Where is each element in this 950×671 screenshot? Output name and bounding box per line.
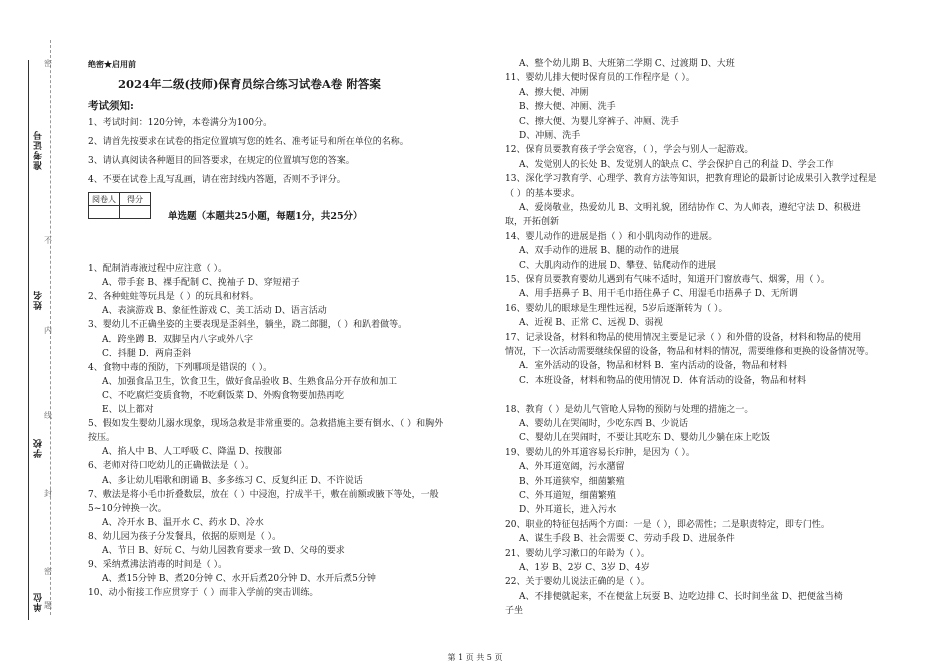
question-stem: 22、关于婴幼儿说法正确的是（ ）。 [505,577,650,588]
notice-item: 2、请首先按要求在试卷的指定位置填写您的姓名、准考证号和所在单位的名称。 [88,137,409,147]
question-option: A、双手动作的进展 B、腿的动作的进展 [519,246,679,257]
seal-mark: 线 [44,411,52,420]
binding-label-school: 学校 [34,438,44,458]
question-stem: 11、婴幼儿排大便时保育员的工作程序是（ ）。 [505,73,695,84]
section-heading: 单选题（本题共25小题，每题1分，共25分） [168,211,363,222]
question-option: A、节日 B、好玩 C、与幼儿园教育要求一致 D、父母的要求 [102,546,345,556]
seal-mark: 内 [44,326,52,335]
question-stem: 7、敷法是将小毛巾折叠数层，放在（ ）中浸泡，拧成半干，敷在前额或腋下等处，一般 [88,489,439,500]
question-option: A、用手捂鼻子 B、用干毛巾捂住鼻子 C、用湿毛巾捂鼻子 D、无所谓 [519,289,798,300]
question-option: 子坐 [505,606,524,617]
notice-item: 3、请认真阅读各种题目的回答要求，在规定的位置填写您的答案。 [88,156,355,166]
question-option: A．室外活动的设备，物品和材料 B．室内活动的设备，物品和材料 [519,361,787,372]
question-stem: 6、老师对待口吃幼儿的正确做法是（ ）。 [88,461,255,472]
question-stem: 12、保育员要教育孩子学会宽容，（ ），学会与别人一起游戏。 [505,145,754,156]
question-option: A、加强食品卫生，饮食卫生，做好食品验收 B、生熟食品分开存放和加工 [102,376,397,387]
question-option: A、发觉别人的长处 B、发觉别人的缺点 C、学会保护自己的利益 D、学会工作 [519,159,834,170]
question-option: C．本班设备，材料和物品的使用情况 D．体育活动的设备，物品和材料 [519,375,806,386]
binding-label-exam-id: 准考证号 [34,130,44,170]
question-stem: 2、各种蛀蛀等玩具是（ ）的玩具和材料。 [88,292,259,303]
question-option: A、擦大便、冲厕 [519,87,589,98]
question-stem: 5~10分钟换一次。 [88,503,167,514]
question-stem: 15、保育员要教育婴幼儿遇到有气味不适时，知道开门窗放毒气、烟雾，用（ ）。 [505,275,830,285]
page-title: 2024年二级(技师)保育员综合练习试卷A卷 附答案 [118,77,381,91]
grade-cell[interactable] [120,206,151,219]
question-option: C、不吃腐烂变质食物，不吃剩饭菜 D、外购食物要加热再吃 [102,390,344,401]
question-option: E、以上都对 [102,405,154,415]
question-option: A、煮15分钟 B、煮20分钟 C、水开后煮20分钟 D、水开后煮5分钟 [102,574,376,585]
question-option: 按压。 [88,433,116,444]
question-option: A、多让幼儿唱歌和朗诵 B、多多练习 C、反复纠正 D、不许说话 [102,475,363,486]
question-stem: 14、婴儿动作的进展是指（ ）和小肌肉动作的进展。 [505,231,718,242]
question-option: A、整个幼儿期 B、大班第二学期 C、过渡期 D、大班 [519,59,735,69]
grade-table [88,192,151,219]
binding-label-name: 姓名 [34,290,44,310]
question-stem: 3、婴幼儿不正确坐姿的主要表现是歪斜坐，躺坐，跷二郎腿，（ ）和趴着做等。 [88,320,408,331]
question-option: C、婴幼儿在哭闹时，不要让其吃东 D、婴幼儿少躺在床上吃饭 [519,433,770,444]
question-option: A．跨坐蹲 B．双脚呈内八字或外八字 [102,334,253,345]
binding-label-unit: 单位 [34,592,44,612]
grade-table-reviewer: 阅卷人 [89,193,120,206]
question-option: C、大肌肉动作的进展 D、攀登、钻爬动作的进展 [519,260,716,271]
grade-table-score: 得分 [120,193,151,206]
seal-mark: 题 [44,601,52,610]
question-stem: 20、职业的特征包括两个方面：一是（ ），即必需性；二是职责特定，即专门性。 [505,519,830,530]
question-option: A、带手套 B、裸手配制 C、挽袖子 D、穿短裙子 [102,278,300,289]
question-stem: 1、配制消毒液过程中应注意（ ）。 [88,264,228,274]
question-option: C．抖腿 D．两肩歪斜 [102,348,191,359]
question-option: A、不排便就起来，不在便盆上玩耍 B、边吃边排 C、长时间坐盆 D、把便盆当椅 [519,591,843,602]
page-footer: 第 1 页 共 5 页 [447,653,503,662]
question-option: 取，开拓创新 [505,217,560,228]
question-option: A、谋生手段 B、社会需要 C、劳动手段 D、进展条件 [519,534,735,545]
question-option: C、擦大便、为婴儿穿裤子、冲厕、洗手 [519,116,679,127]
question-option: A、掐人中 B、人工呼吸 C、降温 D、按腹部 [102,447,282,458]
question-option: D、外耳道长，进入污水 [519,505,617,516]
seal-mark: 密 [44,567,52,576]
question-stem: 8、幼儿园为孩子分发餐具，依据的原则是（ ）。 [88,531,282,542]
notice-heading: 考试须知: [88,100,134,112]
seal-mark: 密 [44,59,52,68]
question-stem: 9、采纳煮沸法消毒的时间是（ ）。 [88,560,228,571]
question-option: A、婴幼儿在哭闹时，少吃东西 B、少说话 [519,419,688,429]
seal-mark: 封 [44,489,52,498]
grade-cell[interactable] [89,206,120,219]
question-option: A、表演游戏 B、象征性游戏 C、美工活动 D、语言活动 [102,306,327,317]
question-option: D、冲厕、洗手 [519,131,581,141]
question-stem: 5、假如发生婴幼儿溺水现象，现场急救是非常重要的。急救措施主要有倒水、（ ）和胸外 [88,419,444,430]
question-option: C、外耳道短，细菌繁殖 [519,491,616,501]
question-stem: 17、记录设备，材料和物品的使用情况主要是记录（ ）和外借的设备，材料和物品的使用 [505,332,862,343]
question-stem: 16、婴幼儿的眼球是生理性远视，5岁后逐渐转为（ ）。 [505,303,728,314]
secret-label: 绝密★启用前 [88,59,136,69]
question-option: （ ）的基本要求。 [505,188,580,199]
notice-item: 1、考试时间：120分钟，本卷满分为100分。 [88,118,273,128]
question-stem: 18、教育（ ）是幼儿气管呛人异物的预防与处理的措施之一。 [505,404,754,415]
question-stem: 13、深化学习教育学、心理学、教育方法等知识，把教育理论的最新讨论成果引入教学过程是 [505,174,877,185]
notice-item: 4、不要在试卷上乱写乱画，请在密封线内答题，否则不予评分。 [88,175,346,185]
question-option: B、擦大便、冲厕、洗手 [519,102,616,113]
question-option: B、外耳道狭窄，细菌繁殖 [519,476,625,487]
question-option: A、冷开水 B、温开水 C、药水 D、冷水 [102,517,264,528]
question-option: A、1岁 B、2岁 C、3岁 D、4岁 [519,563,650,573]
seal-mark: 不 [44,236,52,245]
question-stem: 10、动小衔接工作应贯穿于（ ）而非入学前的突击训练。 [88,588,319,599]
question-stem: 4、食物中毒的预防，下列哪项是错误的（ ）。 [88,362,273,373]
question-option: 情况，下一次活动需要继续保留的设备，物品和材料的情况，需要维修和更换的设备情况等。 [505,347,875,357]
question-stem: 21、婴幼儿学习漱口的年龄为（ ）。 [505,548,650,559]
question-stem: 19、婴幼儿的外耳道容易长疖肿，是因为（ ）。 [505,447,695,458]
question-option: A、近视 B、正常 C、远视 D、弱视 [519,318,663,329]
question-option: A、爱岗敬业，热爱幼儿 B、文明礼貌，团结协作 C、为人师表，遵纪守法 D、积极进 [519,203,861,213]
question-option: A、外耳道宽阔，污水潴留 [519,462,625,473]
binding-line [28,60,29,620]
